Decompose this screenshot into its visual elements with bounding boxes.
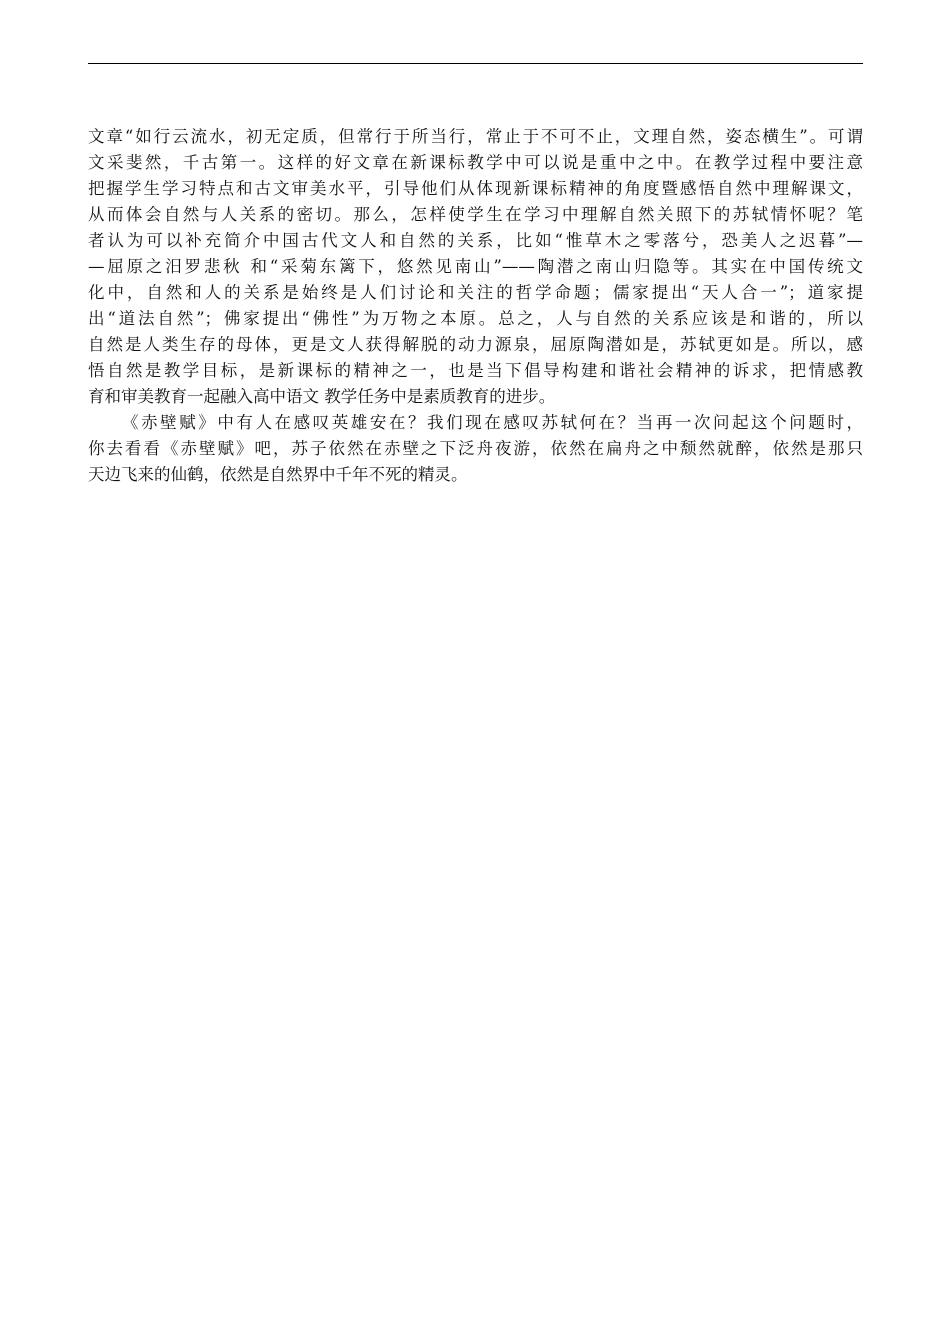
body-text	[88, 124, 863, 488]
text-line: 《赤壁赋》中有人在感叹英雄安在？我们现在感叹苏轼何在？当再一次问起这个问题时，	[122, 413, 863, 432]
text-line: 悟自然是教学目标，是新课标的精神之一，也是当下倡导构建和谐社会精神的诉求，把情感教	[88, 361, 863, 380]
text-line: 者认为可以补充简介中国古代文人和自然的关系，比如“惟草木之零落兮，恐美人之迟暮”—	[88, 231, 863, 250]
text-line: 自然是人类生存的母体，更是文人获得解脱的动力源泉，屈原陶潜如是，苏轼更如是。所以，感	[88, 335, 863, 354]
text-line: —屈原之汨罗悲秋 和“采菊东篱下，悠然见南山”——陶潜之南山归隐等。其实在中国传统文	[88, 257, 863, 276]
text-line: 文采斐然，千古第一。这样的好文章在新课标教学中可以说是重中之中。在教学过程中要注意	[88, 153, 863, 172]
text-line: 天边飞来的仙鹤，依然是自然界中千年不死的精灵。	[88, 465, 468, 484]
header-rule	[88, 63, 863, 64]
text-line: 文章“如行云流水，初无定质，但常行于所当行，常止于不可不止，文理自然，姿态横生”。可谓	[88, 127, 863, 146]
text-line: 出“道法自然”；佛家提出“佛性”为万物之本原。总之，人与自然的关系应该是和谐的，所以	[88, 309, 863, 328]
paragraph-2	[88, 410, 863, 488]
text-line: 化中，自然和人的关系是始终是人们讨论和关注的哲学命题；儒家提出“天人合一”；道家提	[88, 283, 863, 302]
text-line: 把握学生学习特点和古文审美水平，引导他们从体现新课标精神的角度暨感悟自然中理解课文，	[88, 179, 863, 198]
text-line: 育和审美教育一起融入高中语文 教学任务中是素质教育的进步。	[88, 387, 556, 406]
paragraph-1	[88, 124, 863, 410]
text-line: 你去看看《赤壁赋》吧，苏子依然在赤壁之下泛舟夜游，依然在扁舟之中颓然就醉，依然是那只	[88, 439, 863, 458]
text-line: 从而体会自然与人关系的密切。那么，怎样使学生在学习中理解自然关照下的苏轼情怀呢？笔	[88, 205, 863, 224]
